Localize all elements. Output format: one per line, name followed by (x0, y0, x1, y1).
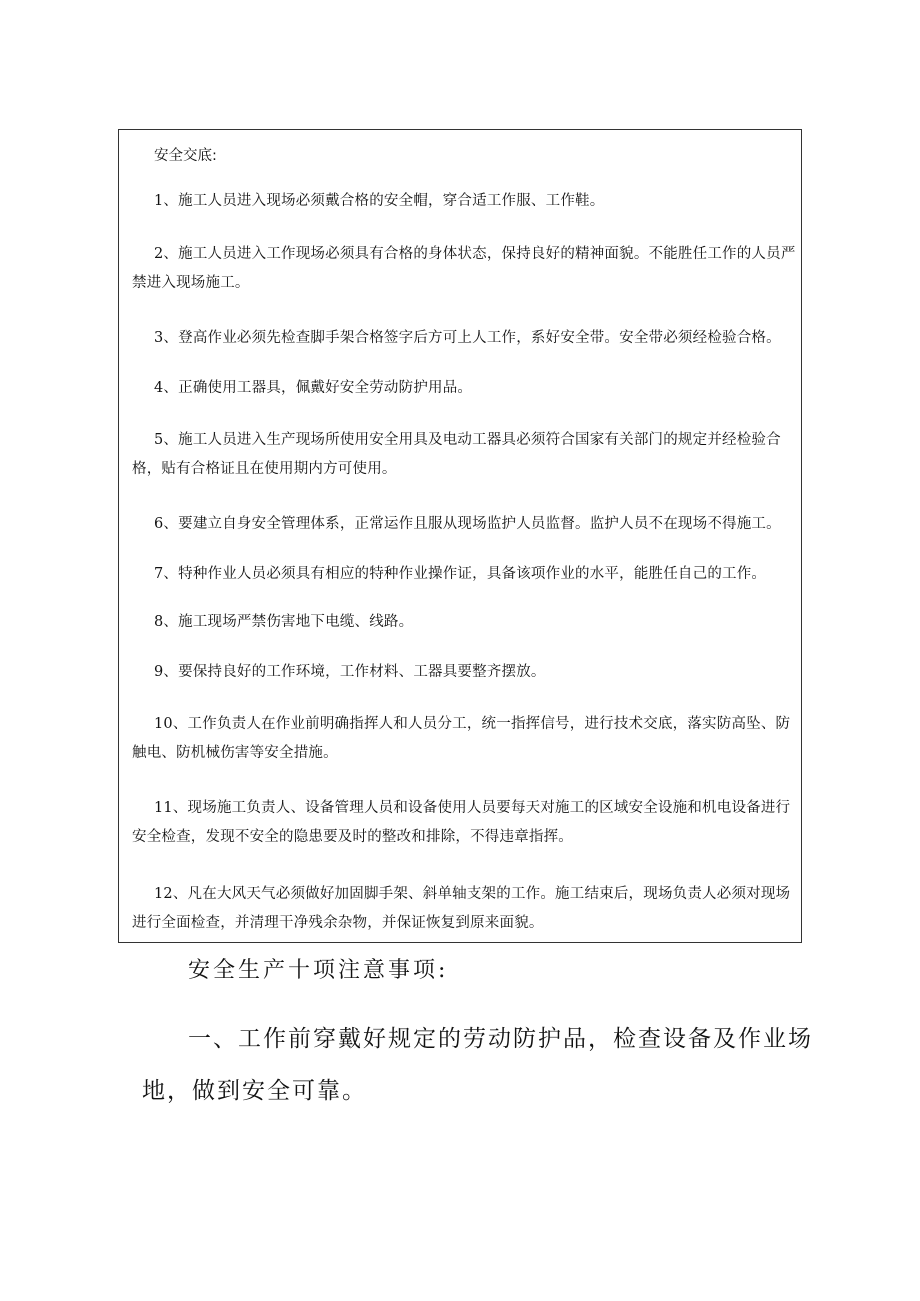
safety-briefing-title: 安全交底: (154, 148, 217, 164)
section-heading: 安全生产十项注意事项: (188, 958, 449, 983)
briefing-item-6: 6、要建立自身安全管理体系，正常运作且服从现场监护人员监督。监护人员不在现场不得施工。 (154, 516, 781, 532)
briefing-item-10: 10、工作负责人在作业前明确指挥人和人员分工，统一指挥信号，进行技术交底，落实防高坠、防触电、防机械伤害等安全措施。 (132, 716, 791, 761)
briefing-item-1: 1、施工人员进入现场必须戴合格的安全帽，穿合适工作服、工作鞋。 (154, 193, 605, 209)
briefing-item-11: 11、现场施工负责人、设备管理人员和设备使用人员要每天对施工的区域安全设施和机电设备进行安全检查，发现不安全的隐患要及时的整改和排除，不得违章指挥。 (132, 800, 791, 845)
briefing-item-12: 12、凡在大风天气必须做好加固脚手架、斜单轴支架的工作。施工结束后，现场负责人必须对现场进行全面检查，并清理干净残余杂物，并保证恢复到原来面貌。 (132, 886, 791, 931)
safety-briefing-box (118, 129, 802, 943)
section-paragraph-1: 一、工作前穿戴好规定的劳动防护品，检查设备及作业场地，做到安全可靠。 (142, 1026, 813, 1104)
briefing-item-8: 8、施工现场严禁伤害地下电缆、线路。 (154, 614, 414, 630)
briefing-item-9: 9、要保持良好的工作环境，工作材料、工器具要整齐摆放。 (154, 664, 546, 680)
briefing-item-5: 5、施工人员进入生产现场所使用安全用具及电动工器具必须符合国家有关部门的规定并经检验合格，贴有合格证且在使用期内方可使用。 (132, 432, 781, 477)
briefing-item-7: 7、特种作业人员必须具有相应的特种作业操作证，具备该项作业的水平，能胜任自己的工作。 (154, 566, 767, 582)
briefing-item-2: 2、施工人员进入工作现场必须具有合格的身体状态，保持良好的精神面貌。不能胜任工作的人员严禁进入现场施工。 (132, 246, 796, 291)
briefing-item-3: 3、登高作业必须先检查脚手架合格签字后方可上人工作，系好安全带。安全带必须经检验合格。 (154, 330, 781, 346)
briefing-item-4: 4、正确使用工器具，佩戴好安全劳动防护用品。 (154, 380, 473, 396)
